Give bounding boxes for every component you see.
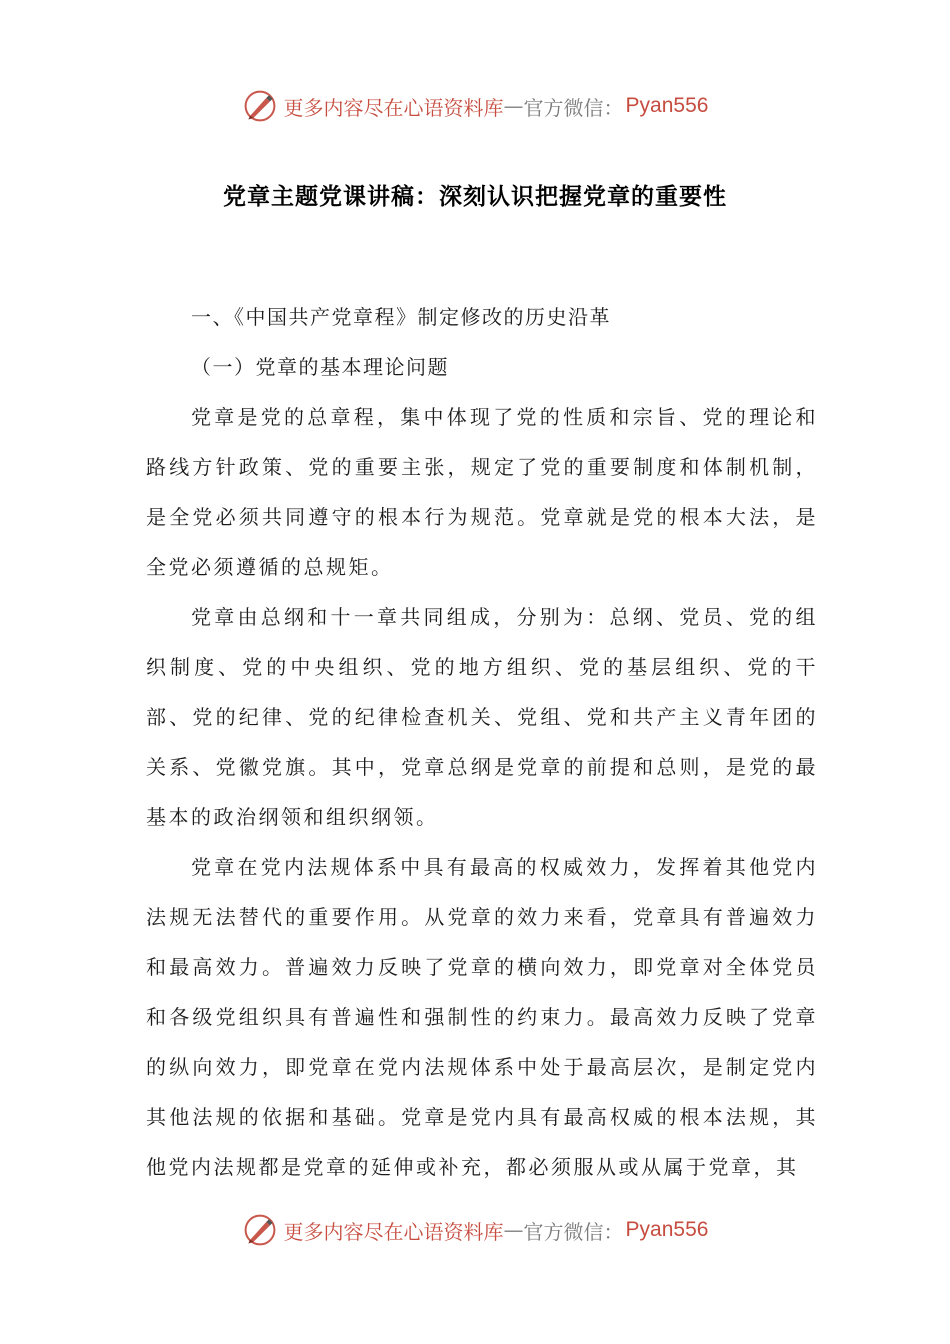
- body-paragraph: 党章在党内法规体系中具有最高的权威效力，发挥着其他党内法规无法替代的重要作用。从党章的效力来看，党章具有普遍效力和最高效力。普遍效力反映了党章的横向效力，即党章对全体党员和各级党组织具有普遍性和强制性的约束力。最高效力反映了党章的纵向效力，即党章在党内法规体系中处于最高层次，是制定党内其他法规的依据和基础。党章是党内具有最高权威的根本法规，其他党内法规都是党章的延伸或补充，都必须服从或从属于党章，其: [146, 855, 818, 1179]
- footer-banner-text: 更多内容尽在心语资料库: [283, 1219, 504, 1244]
- header-banner-separator: —: [503, 94, 524, 118]
- document-title: 党章主题党课讲稿：深刻认识把握党章的重要性: [223, 184, 727, 210]
- footer-wechat-id: Pyan556: [625, 1218, 709, 1241]
- header-banner-content: [242, 88, 709, 124]
- subsection-heading: （一）党章的基本理论问题: [191, 355, 449, 379]
- header-wechat-label: 官方微信：: [523, 95, 624, 120]
- pen-logo-icon: [242, 1212, 278, 1248]
- section-heading: 一、《中国共产党章程》制定修改的历史沿革: [191, 305, 611, 329]
- header-banner: [0, 84, 950, 128]
- header-wechat-id: Pyan556: [625, 94, 709, 117]
- footer-banner: [0, 1208, 950, 1252]
- footer-banner-content: [242, 1212, 709, 1248]
- document-body: [146, 292, 818, 1192]
- body-paragraph: 党章由总纲和十一章共同组成，分别为：总纲、党员、党的组织制度、党的中央组织、党的地方组织、党的基层组织、党的干部、党的纪律、党的纪律检查机关、党组、党和共产主义青年团的关系、党徽党旗。其中，党章总纲是党章的前提和总则，是党的最基本的政治纲领和组织纲领。: [146, 605, 818, 829]
- footer-wechat-label: 官方微信：: [523, 1219, 624, 1244]
- header-banner-text: 更多内容尽在心语资料库: [283, 95, 504, 120]
- body-paragraph: 党章是党的总章程，集中体现了党的性质和宗旨、党的理论和路线方针政策、党的重要主张，规定了党的重要制度和体制机制，是全党必须共同遵守的根本行为规范。党章就是党的根本大法，是全党必须遵循的总规矩。: [146, 405, 818, 579]
- pen-logo-icon: [242, 88, 278, 124]
- footer-banner-separator: —: [503, 1218, 524, 1242]
